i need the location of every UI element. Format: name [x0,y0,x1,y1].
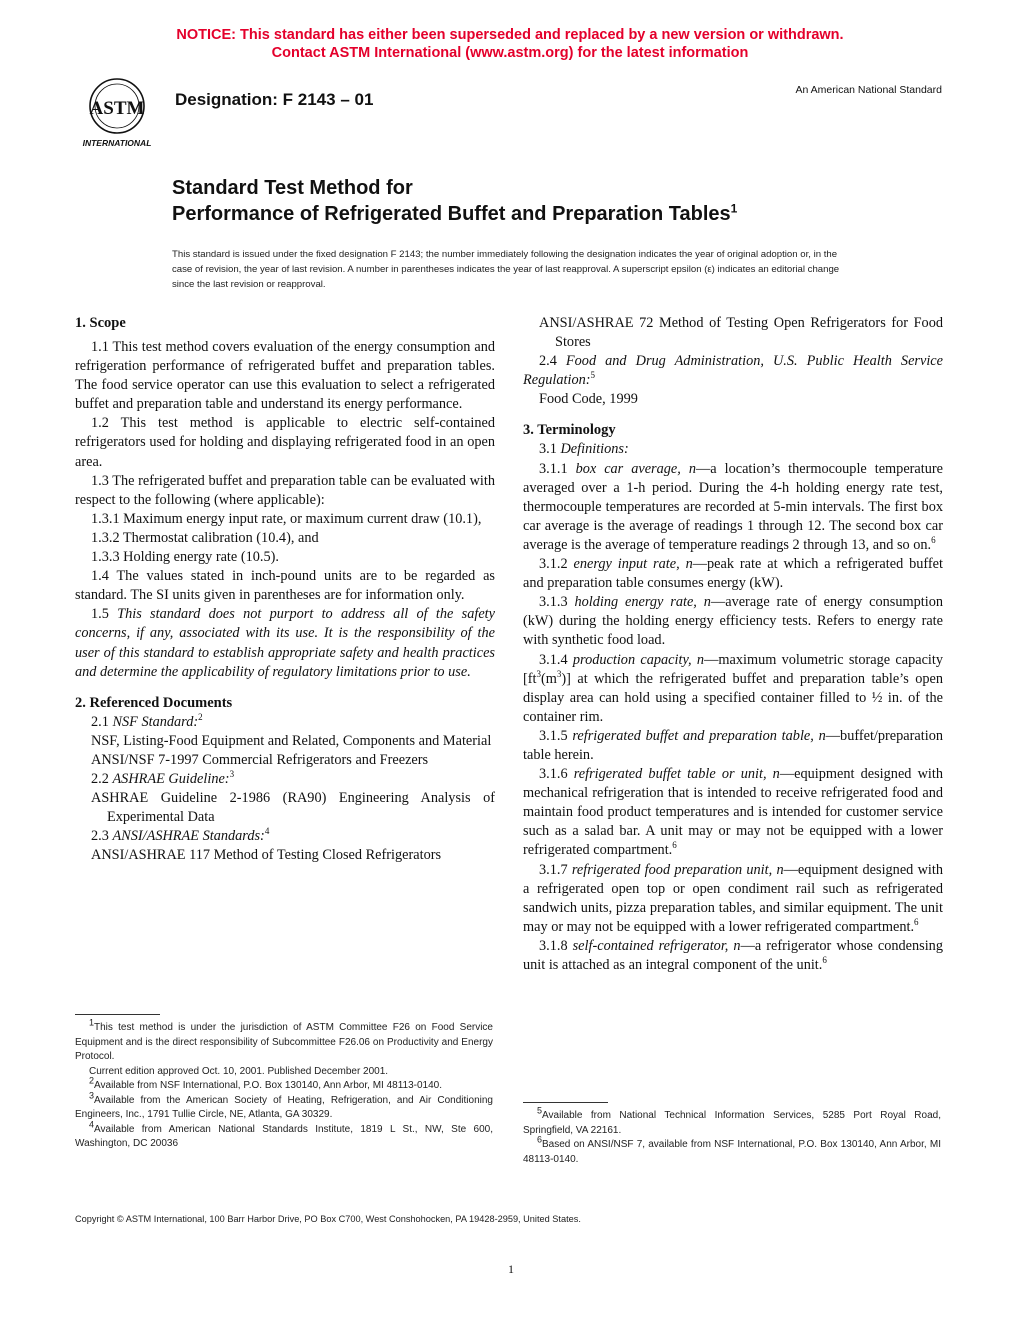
def-exp: 3 [556,668,562,679]
title-footnote-mark: 1 [730,201,738,216]
fn-mark: 2 [89,1075,95,1086]
fn-text: Available from NSF International, P.O. Box 130140, Ann Arbor, MI 48113-0140. [94,1080,443,1091]
def-refrigerated-buffet-and-prep-table [523,727,943,765]
designation: Designation: F 2143 – 01 [175,90,374,109]
issue-note: This standard is issued under the fixed designation F 2143; the number immediately following the designation indicates the year of original adoption or, in the case of revision, the year of last revision. A number in parentheses indicates the year of last reapproval. A superscript epsilon (ε) indicates an editorial change since the last revision or reapproval. [172,249,840,290]
def-energy-input-rate [523,555,943,593]
title-line-1: Standard Test Method for [172,177,413,199]
def-fn: 6 [914,917,919,928]
fn-text: Available from the American Society of Heating, Refrigeration, and Air Conditioning Engineers, Inc., 1791 Tullie Circle, NE, Atlanta, GA 30329. [75,1094,493,1120]
document-title [172,175,737,227]
def-n: n [696,651,705,668]
footnote-2 [75,1075,493,1094]
terminology-heading: 3. Terminology [523,422,616,439]
ref-2-3-title: ANSI/ASHRAE Standards: [112,828,265,845]
footnote-3 [75,1090,493,1123]
ref-2-1-num: 2.1 [91,713,109,730]
def-term: refrigerated food preparation unit, [571,861,773,878]
def-holding-energy-rate [523,593,943,650]
footnote-4 [75,1119,493,1152]
ref-2-2-title: ASHRAE Guideline: [112,770,230,787]
def-n: n [703,594,711,611]
footnote-rule-left [75,1014,160,1015]
def-num: 3.1.3 [539,594,568,611]
fn-text: Available from American National Standards Institute, 1819 L St., NW, Ste 600, Washington, DC 20036 [75,1123,493,1149]
def-n: n [818,727,826,744]
ref-ashrae-72: ANSI/ASHRAE 72 Method of Testing Open Refrigerators for Food Stores [539,315,943,351]
def-n: n [688,460,696,477]
para-1-5 [75,605,495,681]
para-1-5-num: 1.5 [91,606,109,623]
def-fn: 6 [931,535,936,546]
notice-line-1: NOTICE: This standard has either been superseded and replaced by a new version or withdrawn. [176,27,844,43]
logo-text: ASTM [89,98,145,119]
ref-ashrae-guideline-2: ASHRAE Guideline 2-1986 (RA90) Engineering Analysis of Experimental Data [91,790,495,826]
def-self-contained-refrigerator [523,937,943,975]
footnotes-right [523,1105,941,1167]
def-num: 3.1.5 [539,727,568,744]
def-n: n [685,556,693,573]
def-3-1-title: Definitions: [560,441,629,458]
def-num: 3.1.6 [539,766,568,783]
ref-ansi-nsf-7: ANSI/NSF 7-1997 Commercial Refrigerators and Freezers [91,751,429,768]
ref-2-1-title: NSF Standard: [112,713,199,730]
ref-2-3 [75,827,495,846]
footnotes-left [75,1017,493,1152]
fn-mark: 4 [89,1119,95,1130]
def-term: self-contained refrigerator, [572,937,729,954]
fn-mark: 5 [537,1105,543,1116]
def-text: —equipment designed with a refrigerated open top or open condiment rail such as refrigerated sandwich units, pizza preparation tables, and similar equipment. The unit may or may not be equipped with a lower refrigerated compartment. [523,861,944,935]
def-term: box car average, [575,460,681,477]
def-term: holding energy rate, [574,594,697,611]
para-1-4: 1.4 The values stated in inch-pound units are to be regarded as standard. The SI units given in parentheses are for information only. [75,568,495,604]
def-n: n [733,937,741,954]
fn-mark: 3 [89,1090,95,1101]
refdocs-heading: 2. Referenced Documents [75,694,233,711]
ref-ashrae-117: ANSI/ASHRAE 117 Method of Testing Closed Refrigerators [91,847,442,864]
def-num: 3.1.4 [539,651,568,668]
ref-2-4-num: 2.4 [539,353,557,370]
footnote-5 [523,1105,941,1138]
para-1-3-3: 1.3.3 Holding energy rate (10.5). [91,549,279,566]
def-3-1 [523,440,943,459]
ref-2-2 [75,770,495,789]
ref-2-2-fn: 3 [229,769,235,780]
def-text: —average rate of energy consumption (kW) during the holding energy efficiency tests. Refers to energy rate with synthetic food load. [523,594,943,649]
def-term: refrigerated buffet and preparation table, [572,727,814,744]
title-main: Performance of Refrigerated Buffet and Preparation Tables [172,203,731,225]
withdrawal-notice [0,26,1020,62]
fn-text: Available from National Technical Information Services, 5285 Port Royal Road, Springfield, VA 22161. [523,1110,941,1136]
def-exp: 3 [536,668,541,679]
ref-2-4-title: Food and Drug Administration, U.S. Public Health Service Regulation: [523,353,944,389]
def-num: 3.1.8 [539,937,568,954]
logo-subtext: INTERNATIONAL [82,138,152,148]
def-refrigerated-food-prep-unit [523,861,943,937]
ref-2-4 [523,352,943,390]
def-text: )] at which the refrigerated buffet and preparation table’s open display area can hold using a specified container filled to ½ in. of the container rim. [523,670,943,725]
def-production-capacity [523,651,943,727]
para-1-3-2: 1.3.2 Thermostat calibration (10.4), and [91,529,319,546]
def-3-1-num: 3.1 [539,441,557,458]
def-refrigerated-buffet-table [523,765,943,860]
ref-2-3-fn: 4 [264,826,270,837]
notice-line-2: Contact ASTM International (www.astm.org) for the latest information [271,45,749,61]
ref-2-4-fn: 5 [590,370,595,381]
def-term: refrigerated buffet table or unit, [573,766,767,783]
footnote-rule-right [523,1102,608,1103]
def-text: (m [541,670,557,687]
def-num: 3.1.1 [539,460,568,477]
page-number: 1 [508,1262,514,1276]
def-n: n [776,861,784,878]
scope-heading: 1. Scope [75,315,126,331]
ref-2-1 [75,713,495,732]
para-1-5-text: This standard does not purport to address all of the safety concerns, if any, associated with its use. It is the responsibility of the user of this standard to establish appropriate safety and health practices and determine the applicability of regulatory limitations prior to use. [75,606,495,680]
footnote-6 [523,1134,941,1167]
def-term: production capacity, [572,651,692,668]
def-fn: 6 [672,840,677,851]
para-1-1: 1.1 This test method covers evaluation of the energy consumption and refrigeration performance of refrigerated buffet and preparation tables. The food service operator can use this evaluation to select a refrigerated buffet and preparation table and understand its energy performance. [75,339,495,413]
title-line-2 [172,201,737,227]
def-num: 3.1.2 [539,556,568,573]
ref-2-3-num: 2.3 [91,828,109,845]
astm-logo [72,76,162,148]
right-column [523,314,943,975]
left-column [75,314,495,865]
def-text: —equipment designed with mechanical refrigeration that is intended to receive refrigerated food and maintain food product temperatures and is intended for customer service such as a salad bar. A unit may or may not be equipped with a lower refrigerated compartment. [523,766,943,859]
def-text: —a refrigerator whose condensing unit is attached as an integral component of the unit. [523,937,943,973]
footnote-1 [75,1017,493,1065]
def-text: —peak rate at which a refrigerated buffet and preparation table consumes energy (kW). [523,556,943,592]
def-n: n [772,766,780,783]
def-text: —a location’s thermocouple temperature averaged over a 1-h period. During the 4-h holding energy rate test, thermocouple temperatures are recorded at 5-min intervals. The first box car average is the average of readings 1 through 12. The second box car average is the average of temperature readings 2 through 13, and so on. [523,460,944,553]
ref-2-1-fn: 2 [198,711,203,722]
american-national-standard: An American National Standard [795,84,942,96]
def-box-car-average [523,460,943,555]
para-1-3-1: 1.3.1 Maximum energy input rate, or maximum current draw (10.1), [91,510,482,527]
para-1-3: 1.3 The refrigerated buffet and preparation table can be evaluated with respect to the following (where applicable): [75,472,495,508]
def-text: —buffet/preparation table herein. [523,727,943,763]
footnote-1-b: Current edition approved Oct. 10, 2001. Published December 2001. [89,1065,389,1077]
fn-mark: 6 [537,1134,543,1145]
ref-2-2-num: 2.2 [91,770,109,787]
def-term: energy input rate, [573,556,680,573]
def-fn: 6 [822,955,827,966]
fn-mark: 1 [89,1017,95,1028]
ref-food-code: Food Code, 1999 [539,391,638,408]
def-text: —maximum volumetric storage capacity [ft [523,651,944,687]
ref-nsf-listing: NSF, Listing-Food Equipment and Related, Components and Material [91,732,492,749]
fn-text: This test method is under the jurisdiction of ASTM Committee F26 on Food Service Equipment and is the direct responsibility of Subcommittee F26.06 on Productivity and Energy Protocol. [75,1022,493,1062]
def-num: 3.1.7 [539,861,568,878]
para-1-2: 1.2 This test method is applicable to electric self-contained refrigerators used for holding and displaying refrigerated food in an open area. [75,415,495,470]
copyright-line: Copyright © ASTM International, 100 Barr Harbor Drive, PO Box C700, West Conshohocken, PA 19428-2959, United States. [75,1214,581,1224]
fn-text: Based on ANSI/NSF 7, available from NSF International, P.O. Box 130140, Ann Arbor, MI 48113-0140. [523,1139,941,1165]
